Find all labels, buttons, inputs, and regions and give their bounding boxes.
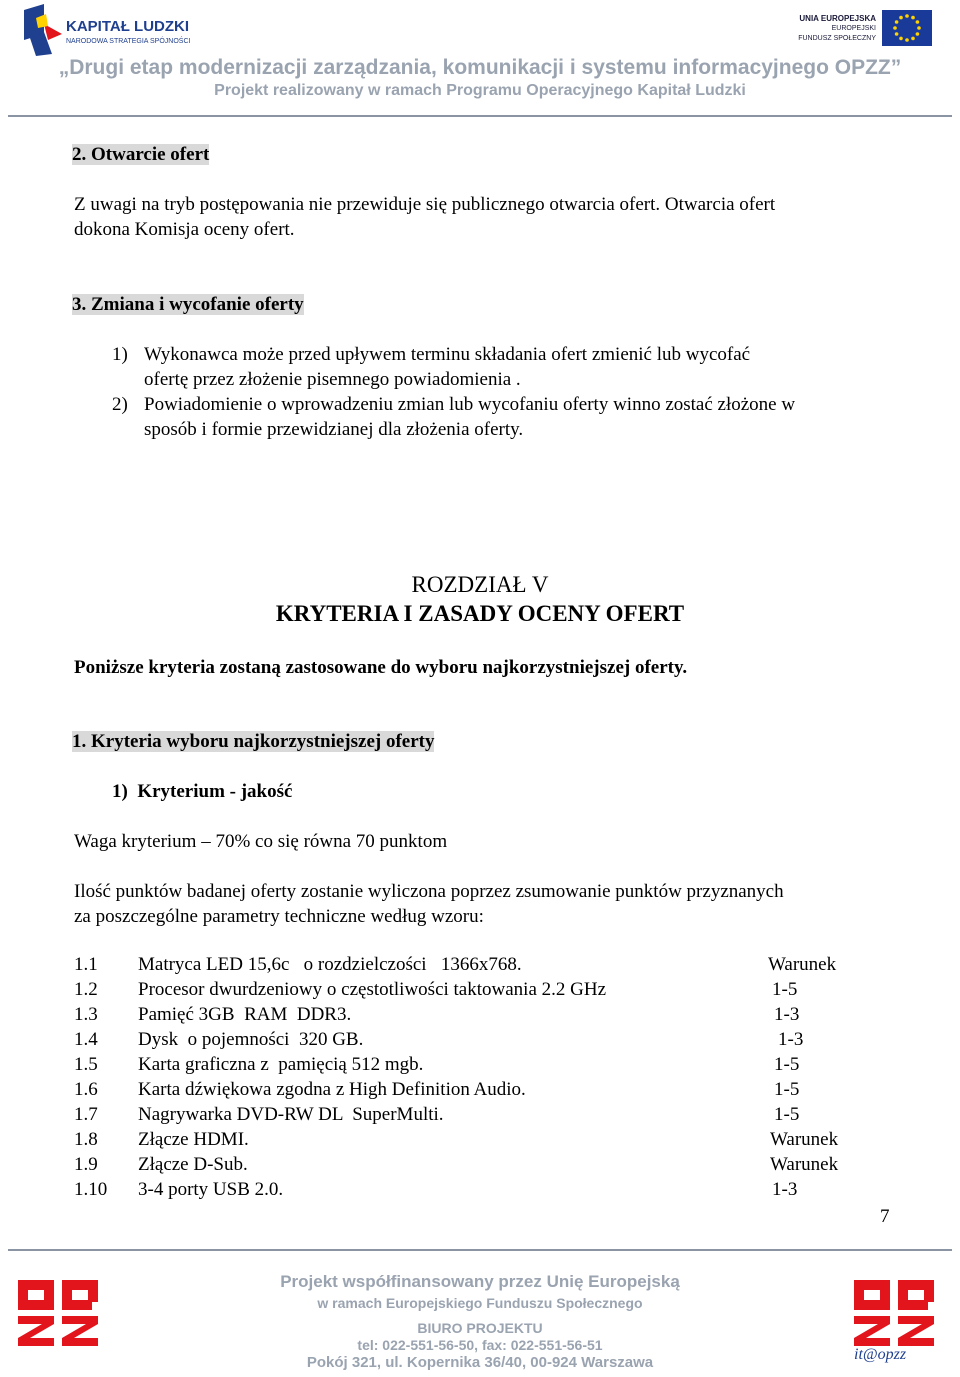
footer-line5: Pokój 321, ul. Kopernika 36/40, 00-924 Warszawa xyxy=(306,1354,654,1371)
footer-line2: w ramach Europejskiego Funduszu Społecznego xyxy=(317,1295,643,1311)
criteria-sub-heading: 1) Kryterium - jakość xyxy=(112,781,293,802)
criteria-row-param: Dysk o pojemności 320 GB. xyxy=(138,1029,364,1050)
criteria-row xyxy=(74,1004,874,1029)
footer-line1: Projekt współfinansowany przez Unię Europejską xyxy=(280,1272,680,1291)
criteria-row-score: 1-3 xyxy=(778,1029,804,1050)
footer-line4: tel: 022-551-56-50, fax: 022-551-56-51 xyxy=(357,1337,603,1353)
section-2-para-line1: Z uwagi na tryb postępowania nie przewiduje się publicznego otwarcia ofert. Otwarcia ofert xyxy=(74,194,776,215)
criteria-row-no: 1.2 xyxy=(74,979,98,1000)
criteria-row-score: Warunek xyxy=(770,1154,839,1175)
criteria-row-no: 1.6 xyxy=(74,1079,98,1100)
section-3-item-2-line1: Powiadomienie o wprowadzeniu zmian lub wycofaniu oferty winno zostać złożone w xyxy=(144,394,796,415)
criteria-row-no: 1.7 xyxy=(74,1104,98,1125)
chapter-intro: Poniższe kryteria zostaną zastosowane do wyboru najkorzystniejszej oferty. xyxy=(74,657,688,678)
footer-line3: BIURO PROJEKTU xyxy=(417,1320,543,1336)
chapter-subtitle: KRYTERIA I ZASADY OCENY OFERT xyxy=(275,601,685,626)
criteria-row-param: Karta graficzna z pamięcią 512 mgb. xyxy=(138,1054,424,1075)
footer-divider xyxy=(8,1249,952,1251)
criteria-row-no: 1.8 xyxy=(74,1129,98,1150)
criteria-row-param: Procesor dwurdzeniowy o częstotliwości taktowania 2.2 GHz xyxy=(138,979,607,1000)
criteria-row-param: Złącze D-Sub. xyxy=(138,1154,248,1175)
opzz-logo-right xyxy=(852,1278,938,1372)
section-3-heading xyxy=(72,292,304,317)
criteria-row-score: 1-3 xyxy=(772,1179,798,1200)
criteria-row xyxy=(74,1029,874,1054)
criteria-row-no: 1.5 xyxy=(74,1054,98,1075)
criteria-row-param: Nagrywarka DVD-RW DL SuperMulti. xyxy=(138,1104,444,1125)
criteria-row xyxy=(74,1054,874,1079)
section-2-para-line2: dokona Komisja oceny ofert. xyxy=(74,219,295,240)
project-subtitle: Projekt realizowany w ramach Programu Operacyjnego Kapitał Ludzki xyxy=(214,82,746,99)
criteria-row-param: Matryca LED 15,6c o rozdzielczości 1366x768. xyxy=(138,954,522,975)
section-3-item-1-line1: Wykonawca może przed upływem terminu składania ofert zmienić lub wycofać xyxy=(144,344,751,365)
section-3-item-1-num: 1) xyxy=(112,344,128,365)
criteria-row-score: 1-5 xyxy=(774,1054,800,1075)
criteria-row xyxy=(74,979,874,1004)
criteria-row-score: 1-5 xyxy=(774,1079,800,1100)
section-2-heading xyxy=(72,142,209,167)
section-3-item-2-line2: sposób i formie przewidzianej dla złożenia oferty. xyxy=(144,419,524,440)
criteria-row-score: 1-3 xyxy=(774,1004,800,1025)
criteria-row-no: 1.9 xyxy=(74,1154,98,1175)
kapital-ludzki-title: KAPITAŁ LUDZKI xyxy=(66,18,190,35)
criteria-row-score: Warunek xyxy=(770,1129,839,1150)
criteria-weight: Waga kryterium – 70% co się równa 70 punktom xyxy=(74,831,448,852)
criteria-row xyxy=(74,1154,874,1179)
criteria-row-param: Pamięć 3GB RAM DDR3. xyxy=(138,1004,352,1025)
criteria-row-param: Karta dźwiękowa zgodna z High Definition Audio. xyxy=(138,1079,526,1100)
criteria-row-no: 1.4 xyxy=(74,1029,98,1050)
it-opzz-label: it@opzz xyxy=(854,1346,907,1363)
eu-flag-icon xyxy=(882,10,932,46)
criteria-row-no: 1.1 xyxy=(74,954,98,975)
eu-logo-line2: EUROPEJSKI xyxy=(831,25,876,32)
criteria-row-score: Warunek xyxy=(768,954,837,975)
criteria-row-score: 1-5 xyxy=(774,1104,800,1125)
criteria-row xyxy=(74,1104,874,1129)
criteria-heading-text: 1. Kryteria wyboru najkorzystniejszej oferty xyxy=(72,731,435,752)
section-3-item-2-num: 2) xyxy=(112,394,128,415)
criteria-desc-line2: za poszczególne parametry techniczne według wzoru: xyxy=(74,906,484,927)
criteria-row-score: 1-5 xyxy=(772,979,798,1000)
eu-logo xyxy=(752,8,932,48)
criteria-row-no: 1.3 xyxy=(74,1004,98,1025)
section-3-item-1-line2: ofertę przez złożenie pisemnego powiadomienia . xyxy=(144,369,521,390)
page-number: 7 xyxy=(880,1206,890,1227)
kapital-ludzki-subtitle: NARODOWA STRATEGIA SPÓJNOŚCI xyxy=(66,38,191,45)
criteria-row-param: Złącze HDMI. xyxy=(138,1129,249,1150)
criteria-row-param: 3-4 porty USB 2.0. xyxy=(138,1179,284,1200)
criteria-heading xyxy=(72,729,434,754)
criteria-row xyxy=(74,1079,874,1104)
section-3-heading-text: 3. Zmiana i wycofanie oferty xyxy=(72,294,304,315)
chapter-title: ROZDZIAŁ V xyxy=(411,572,549,597)
kapital-ludzki-logo xyxy=(22,4,192,56)
criteria-row xyxy=(74,1129,874,1154)
section-2-heading-text: 2. Otwarcie ofert xyxy=(72,144,210,165)
criteria-row xyxy=(74,954,874,979)
criteria-row xyxy=(74,1179,874,1204)
opzz-logo-icon xyxy=(852,1278,938,1348)
criteria-row-no: 1.10 xyxy=(74,1179,108,1200)
criteria-desc-line1: Ilość punktów badanej oferty zostanie wyliczona poprzez zsumowanie punktów przyznanych xyxy=(74,881,784,902)
project-title: „Drugi etap modernizacji zarządzania, komunikacji i systemu informacyjnego OPZZ” xyxy=(58,56,902,79)
eu-logo-line3: FUNDUSZ SPOŁECZNY xyxy=(798,35,876,42)
header-divider xyxy=(8,115,952,117)
eu-logo-title: UNIA EUROPEJSKA xyxy=(799,14,876,23)
kapital-ludzki-star-icon xyxy=(22,4,62,56)
